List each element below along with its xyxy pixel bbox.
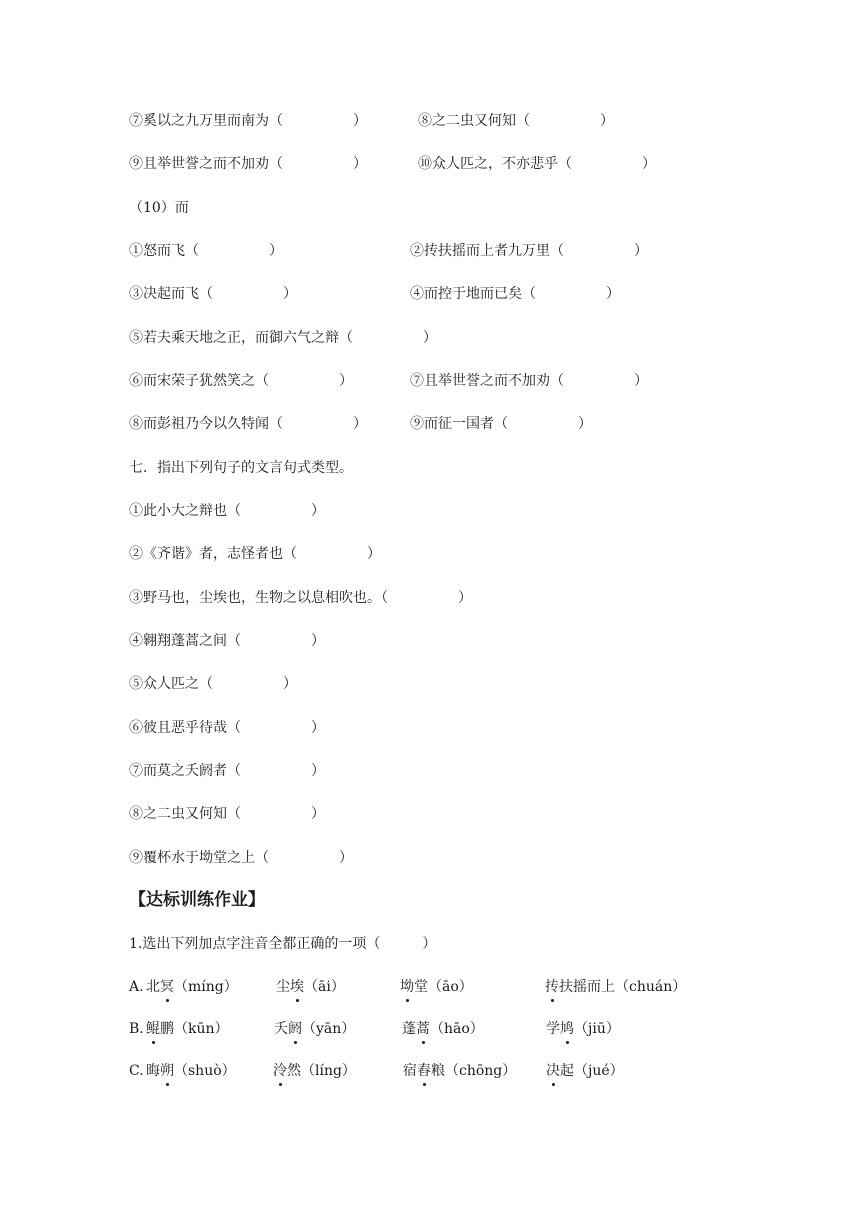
sentence-row	[129, 111, 614, 131]
sentence-item: ⑥而宋荣子犹然笑之（ ）	[129, 373, 353, 389]
option-label: B.	[129, 1021, 144, 1037]
sentence-item: ⑤若夫乘天地之正，而御六气之辩（ ）	[129, 330, 437, 346]
sentence-item: ⑨且举世誉之而不加劝（ ）	[129, 156, 367, 172]
homework-heading: 【达标训练作业】	[129, 890, 265, 910]
option-label: C.	[129, 1063, 144, 1079]
option-word: 坳堂（āo）	[400, 979, 473, 995]
option-row-c	[129, 1061, 624, 1081]
group-title: （10）而	[129, 200, 189, 216]
option-row-a	[129, 977, 687, 997]
sentence-row	[129, 414, 592, 434]
sentence-row	[129, 154, 656, 174]
sentence-row	[129, 328, 437, 348]
list-item: ④翱翔蓬蒿之间（ ）	[129, 633, 325, 649]
list-item: ⑥彼且恶乎待哉（ ）	[129, 720, 325, 736]
option-word: 学鸠（jiū）	[546, 1021, 620, 1037]
sentence-item: ①怒而飞（ ）	[129, 243, 283, 259]
option-word: 尘埃（āi）	[276, 979, 345, 995]
option-word: 抟扶摇而上（chuán）	[545, 979, 687, 995]
sentence-item: ⑦且举世誉之而不加劝（ ）	[410, 373, 648, 389]
option-word: 决起（jué）	[546, 1063, 624, 1079]
list-item: ⑤众人匹之（ ）	[129, 676, 297, 692]
option-word: 宿舂粮（chōng）	[403, 1063, 517, 1079]
sentence-item: ③决起而飞（ ）	[129, 286, 297, 302]
list-item: ⑧之二虫又何知（ ）	[129, 806, 325, 822]
sentence-row	[129, 284, 620, 304]
sentence-item: ⑨而征一国者（ ）	[410, 416, 592, 432]
option-word: 晦朔（shuò）	[146, 1063, 236, 1079]
option-word: 夭阏（yān）	[274, 1021, 356, 1037]
sentence-row	[129, 371, 648, 391]
option-word: 鲲鹏（kūn）	[146, 1021, 229, 1037]
sentence-item: ②抟扶摇而上者九万里（ ）	[410, 243, 648, 259]
list-item: ①此小大之辩也（ ）	[129, 503, 325, 519]
sentence-item: ④而控于地而已矣（ ）	[410, 286, 620, 302]
list-item: ②《齐谐》者，志怪者也（ ）	[129, 546, 381, 562]
option-row-b	[129, 1019, 620, 1039]
question-stem: 1.选出下列加点字注音全都正确的一项（ ）	[129, 936, 437, 952]
option-word: 北冥（míng）	[146, 979, 238, 995]
section-title: 七．指出下列句子的文言句式类型。	[129, 460, 353, 476]
list-item: ③野马也，尘埃也，生物之以息相吹也。（ ）	[129, 590, 472, 606]
sentence-row	[129, 241, 648, 261]
sentence-item: ⑧之二虫又何知（ ）	[418, 113, 614, 129]
list-item: ⑦而莫之夭阏者（ ）	[129, 763, 325, 779]
list-item: ⑨覆杯水于坳堂之上（ ）	[129, 850, 353, 866]
option-word: 泠然（líng）	[273, 1063, 356, 1079]
option-label: A.	[129, 979, 144, 995]
sentence-item: ⑦奚以之九万里而南为（ ）	[129, 113, 367, 129]
option-word: 蓬蒿（hāo）	[402, 1021, 484, 1037]
sentence-item: ⑧而彭祖乃今以久特闻（ ）	[129, 416, 367, 432]
sentence-item: ⑩众人匹之，不亦悲乎（ ）	[418, 156, 656, 172]
